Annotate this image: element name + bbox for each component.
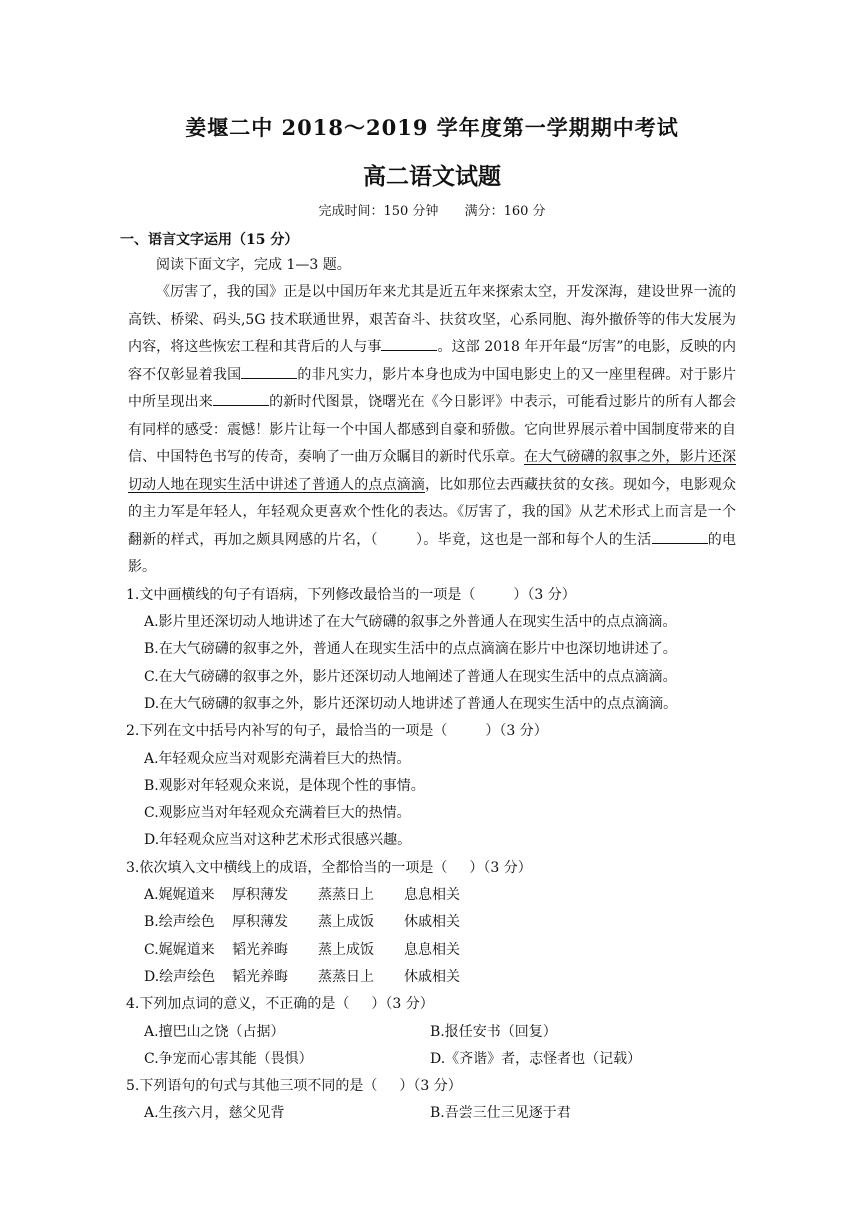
option-cell: 蒸上成饭 xyxy=(318,914,374,931)
q4-options-row-1 xyxy=(128,1019,736,1046)
question-1 xyxy=(126,582,736,609)
question-2-stem: 2.下列在文中括号内补写的句子，最恰当的一项是（ xyxy=(126,723,448,740)
passage-part-4: 的新时代图景，饶曙光在《今日影评》中表示，可能看过影片的所有人都会有同样的感受：震憾！影片让每一个中国人都感到自豪和骄傲。它向世界展示着中国制度带来的自信、中国特色书写的传奇，奏响了一曲万众瞩目的新时代乐章。 xyxy=(128,394,737,466)
q2-option-d: D.年轻观众应当对这种艺术形式很感兴趣。 xyxy=(144,832,412,849)
passage-part-6: ）。毕竟，这也是一部和每个人的生活 xyxy=(415,531,652,548)
option-prefix: B. xyxy=(430,1023,445,1040)
q2-option-a: A.年轻观众应当对观影充满着巨大的热情。 xyxy=(144,750,411,767)
option-cell: A.娓娓道来 xyxy=(144,887,215,904)
passage-part-3: 的非凡实力，影片本身也成为中国电影史上的又一座里程碑。对于影片中所呈现出来 xyxy=(128,366,737,411)
exam-score: 满分：160 分 xyxy=(464,204,546,219)
q4-option-b xyxy=(430,1019,716,1046)
question-5-stem: 5.下列语句的句式与其他三项不同的是（ xyxy=(126,1078,378,1095)
q3-option-a xyxy=(128,882,736,909)
option-cell: 息息相关 xyxy=(404,887,460,904)
question-1-stem: 1.文中画横线的句子有语病，下列修改最恰当的一项是（ xyxy=(126,586,476,603)
reading-instruction: 阅读下面文字，完成 1—3 题。 xyxy=(156,257,351,273)
option-cell: 息息相关 xyxy=(404,941,460,958)
passage-part-1: 《厉害了，我的国》正是以中国历年来尤其是近五年来探索太空，开发深海，建设世界一流的高铁、桥梁、码头,5G 技术联通世界，艰苦奋斗、扶贫攻坚，心系同胞、海外撤侨等的伟大发展为内容，将这些恢宏工程和其背后的人与事 xyxy=(128,284,736,356)
q3-option-c xyxy=(128,937,736,964)
question-3-points: ）（3 分） xyxy=(469,859,532,876)
option-cell: 蒸蒸日上 xyxy=(318,887,374,904)
dotted-word: 害 xyxy=(214,1050,229,1067)
option-cell: 厚积薄发 xyxy=(232,914,288,931)
option-cell: D.绘声绘色 xyxy=(144,968,216,985)
option-prefix: D.《齐谐》者， xyxy=(430,1050,530,1067)
question-2 xyxy=(126,718,736,745)
option-cell: 韬光养晦 xyxy=(232,941,288,958)
question-3 xyxy=(126,855,736,882)
q1-option-d: D.在大气磅礴的叙事之外，影片还深切动人地讲述了普通人在现实生活中的点点滴滴。 xyxy=(144,695,678,712)
question-4 xyxy=(126,991,736,1018)
question-4-points: ）（3 分） xyxy=(371,996,434,1013)
question-1-points: ）（3 分） xyxy=(513,586,576,603)
option-text: 其能（畏惧） xyxy=(228,1050,313,1067)
q5-options-row-1 xyxy=(128,1100,736,1127)
option-cell: 休戚相关 xyxy=(404,968,460,985)
q5-option-b: B.吾尝三仕三见逐于君 xyxy=(430,1105,571,1122)
blank-2 xyxy=(241,364,297,379)
question-2-points: ）（3 分） xyxy=(485,723,548,740)
passage-part-2: 。这部 2018 年开年最“厉害”的电影，反映的内容不仅彰显着我国 xyxy=(128,339,737,383)
option-cell: 蒸蒸日上 xyxy=(318,968,374,985)
option-cell: 厚积薄发 xyxy=(232,887,288,904)
q1-option-b: B.在大气磅礴的叙事之外，普通人在现实生活中的点点滴滴在影片中也深切地讲述了。 xyxy=(144,641,677,658)
q2-option-b: B.观影对年轻观众来说，是体现个性的事情。 xyxy=(144,777,425,794)
reading-passage xyxy=(128,279,736,582)
passage-part-5: ，比如那位去西藏扶贫的女孩。现如今，电影观众的主力军是年轻人，年轻观众更喜欢个性化的表达。《厉害了，我的国》从艺术形式上而言是一个翻新的样式，再加之颇具网感的片名，（ xyxy=(128,476,736,548)
exam-meta xyxy=(128,202,736,222)
q3-option-d xyxy=(128,964,736,991)
option-cell: 休戚相关 xyxy=(404,914,460,931)
exam-time: 完成时间：150 分钟 xyxy=(318,204,439,219)
option-text: 怪者也（记载） xyxy=(543,1050,642,1067)
q5-option-a: A.生孩六月，慈父见背 xyxy=(144,1105,285,1122)
option-text: 任安书（回复） xyxy=(458,1023,557,1040)
question-5 xyxy=(126,1073,736,1100)
question-5-points: ）（3 分） xyxy=(399,1078,462,1095)
option-cell: B.绘声绘色 xyxy=(144,914,215,931)
underlined-sentence: 在大气磅礴的叙事之外，影片还深切动人地在现实生活中讲述了普通人的点点滴滴 xyxy=(128,449,736,493)
option-prefix: C.争宠而心 xyxy=(144,1050,215,1067)
q1-option-c: C.在大气磅礴的叙事之外，影片还深切动人地阐述了普通人在现实生活中的点点滴滴。 xyxy=(144,668,677,685)
passage-part-7: 的电影。 xyxy=(128,531,737,576)
q4-option-c xyxy=(144,1046,430,1073)
option-prefix: A. xyxy=(144,1023,159,1040)
q4-option-a xyxy=(144,1019,430,1046)
q2-option-c: C.观影应当对年轻观众充满着巨大的热情。 xyxy=(144,805,411,822)
section-heading: 一、语言文字运用（15 分） xyxy=(120,232,299,248)
exam-subtitle: 高二语文试题 xyxy=(363,163,501,190)
option-cell: C.娓娓道来 xyxy=(144,941,215,958)
q1-option-a: A.影片里还深切动人地讲述了在大气磅礴的叙事之外普通人在现实生活中的点点滴滴。 xyxy=(144,614,677,631)
dotted-word: 志 xyxy=(529,1050,544,1067)
option-cell: 韬光养晦 xyxy=(232,968,288,985)
blank-4 xyxy=(652,529,708,544)
q3-option-b xyxy=(128,909,736,936)
question-3-stem: 3.依次填入文中横线上的成语，全都恰当的一项是（ xyxy=(126,859,448,876)
option-cell: 蒸上成饭 xyxy=(318,941,374,958)
q4-options-row-2 xyxy=(128,1046,736,1073)
exam-title: 姜堰二中 2018～2019 学年度第一学期期中考试 xyxy=(185,115,679,140)
dotted-word: 报 xyxy=(444,1023,459,1040)
dotted-word: 擅 xyxy=(158,1023,173,1040)
question-4-stem: 4.下列加点词的意义，不正确的是（ xyxy=(126,996,350,1013)
blank-1 xyxy=(381,336,437,351)
q4-option-d xyxy=(430,1046,716,1073)
blank-3 xyxy=(213,391,269,406)
option-text: 巴山之饶（占据） xyxy=(172,1023,285,1040)
